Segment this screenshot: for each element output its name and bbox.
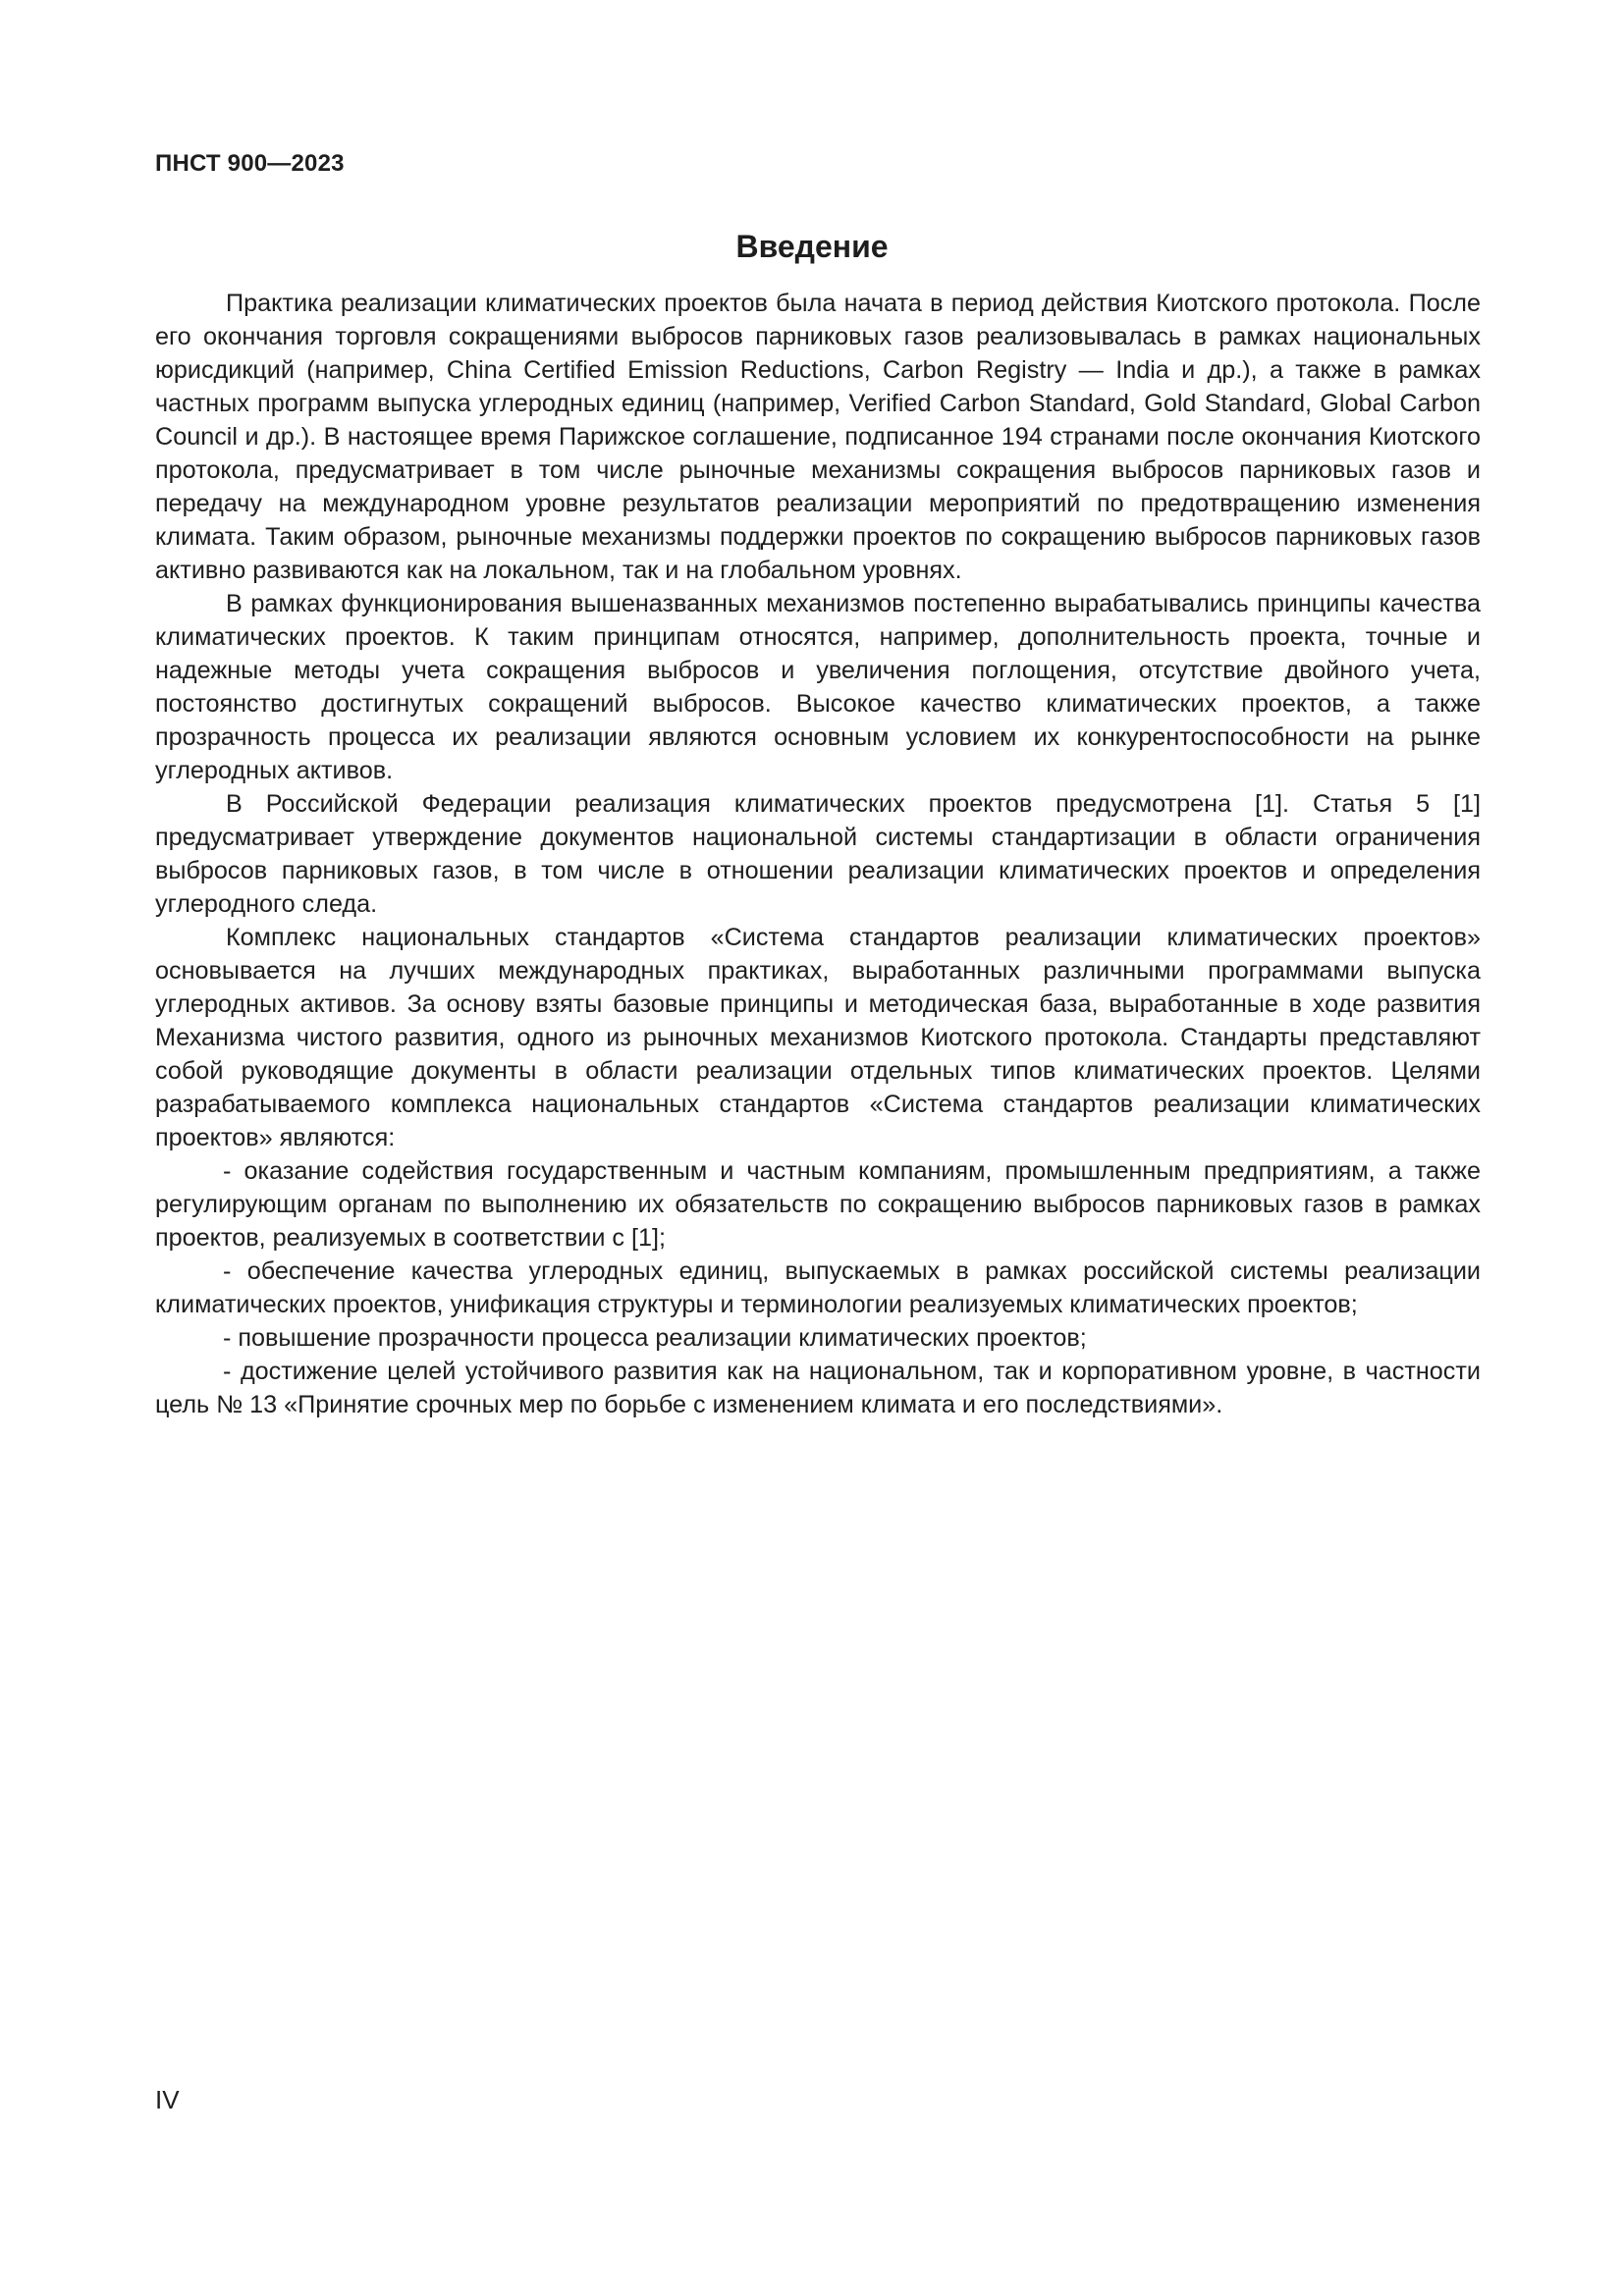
paragraph: Комплекс национальных стандартов «Система стандартов реализации климатических проектов» основывается на лучших международных практиках, выработанных различными программами выпуска углеродных активов. За основу взяты базовые принципы и методическая база, выработанные в ходе развития Механизма чистого развития, одного из рыночных механизмов Киотского протокола. Стандарты представляют собой руководящие документы в области реализации отдельных типов климатических проектов. Целями разрабатываемого комплекса национальных стандартов «Система стандартов реализации климатических проектов» являются:	[155, 924, 1481, 1151]
list-item: - повышение прозрачности процесса реализации климатических проектов;	[223, 1324, 1087, 1352]
paragraph: В рамках функционирования вышеназванных механизмов постепенно вырабатывались принципы качества климатических проектов. К таким принципам относятся, например, дополнительность проекта, точные и надежные методы учета сокращения выбросов и увеличения поглощения, отсутствие двойного учета, постоянство достигнутых сокращений выбросов. Высокое качество климатических проектов, а также прозрачность процесса их реализации являются основным условием их конкурентоспособности на рынке углеродных активов.	[155, 590, 1481, 784]
list-item: - оказание содействия государственным и частным компаниям, промышленным предприятиям, а также регулирующим органам по выполнению их обязательств по сокращению выбросов парниковых газов в рамках проектов, реализуемых в соответствии с [1];	[155, 1157, 1481, 1252]
list-item: - достижение целей устойчивого развития как на национальном, так и корпоративном уровне, в частности цель № 13 «Принятие срочных мер по борьбе с изменением климата и его последствиями».	[155, 1358, 1481, 1418]
page-number: IV	[155, 2085, 180, 2114]
paragraph: Практика реализации климатических проектов была начата в период действия Киотского протокола. После его окончания торговля сокращениями выбросов парниковых газов реализовывалась в рамках национальных юрисдикций (например, China Certified Emission Reductions, Carbon Registry — India и др.), а также в рамках частных программ выпуска углеродных единиц (например, Verified Carbon Standard, Gold Standard, Global Carbon Council и др.). В настоящее время Парижское соглашение, подписанное 194 странами после окончания Киотского протокола, предусматривает в том числе рыночные механизмы сокращения выбросов парниковых газов и передачу на международном уровне результатов реализации мероприятий по предотвращению изменения климата. Таким образом, рыночные механизмы поддержки проектов по сокращению выбросов парниковых газов активно развиваются как на локальном, так и на глобальном уровнях.	[155, 290, 1481, 584]
document-body	[155, 287, 1481, 1421]
section-title: Введение	[735, 229, 889, 264]
document-header: ПНСТ 900—2023	[155, 150, 345, 177]
list-item: - обеспечение качества углеродных единиц, выпускаемых в рамках российской системы реализации климатических проектов, унификация структуры и терминологии реализуемых климатических проектов;	[155, 1257, 1481, 1318]
paragraph: В Российской Федерации реализация климатических проектов предусмотрена [1]. Статья 5 [1] предусматривает утверждение документов национальной системы стандартизации в области ограничения выбросов парниковых газов, в том числе в отношении реализации климатических проектов и определения углеродного следа.	[155, 790, 1481, 918]
